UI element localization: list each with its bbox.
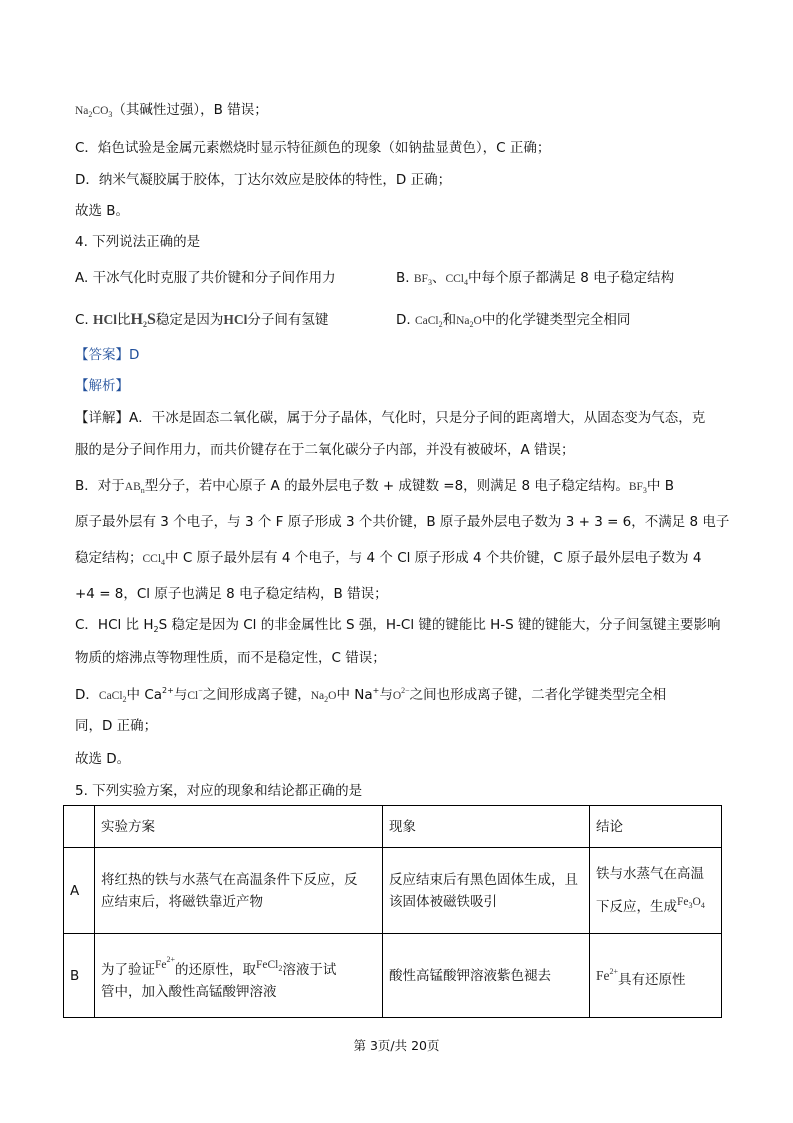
q4-option-d: D. CaCl$_2$和$Na_2O$中的化学键类型完全相同 [396, 312, 631, 329]
table-row [64, 934, 722, 1018]
exp-line-7: C．HCl 比 $H_2S$ 稳定是因为 Cl 的非金属性比 S 强，H-Cl 键的键能比 H-S 键的键能大，分子间氢键主要影响 [75, 617, 721, 634]
header-cell [64, 806, 95, 848]
plan-cell: 将红热的铁与水蒸气在高温条件下反应，反 应结束后，将磁铁靠近产物 [95, 848, 383, 934]
exp-line-6: +4 = 8，Cl 原子也满足 8 电子稳定结构，B 错误； [75, 586, 388, 602]
header-cell: 结论 [590, 806, 722, 848]
line-c: C．焰色试验是金属元素燃烧时显示特征颜色的现象（如钠盐显黄色），C 正确； [75, 140, 551, 156]
page-footer: 第 3页/共 20页 [353, 1038, 440, 1053]
q4-option-a: A. 干冰气化时克服了共价键和分子间作用力 [75, 270, 336, 286]
analysis-label: 【解析】 [75, 378, 129, 394]
exp-line-1: 【详解】A．干冰是固态二氧化碳，属于分子晶体，气化时，只是分子间的距离增大，从固态变为气态，克 [75, 410, 706, 426]
header-cell: 现象 [383, 806, 590, 848]
plan-cell: 为了验证$Fe^{2+}$的还原性，取FeCl$_2$溶液于试 管中，加入酸性高锰酸钾溶液 [95, 934, 383, 1018]
exp-line-4: 原子最外层有 3 个电子，与 3 个 F 原子形成 3 个共价键，B 原子最外层电子数为 3 + 3 = 6，不满足 8 电子 [75, 514, 730, 530]
exp-line-10: 同，D 正确； [75, 718, 158, 734]
q4-option-c: C. HCl比$H_2S$稳定是因为HCl分子间有氢键 [75, 311, 329, 329]
exp-line-8: 物质的熔沸点等物理性质，而不是稳定性，C 错误； [75, 650, 386, 666]
header-cell: 实验方案 [95, 806, 383, 848]
q4-option-b: B. $BF_3$、CCl$_4$中每个原子都满足 8 电子稳定结构 [396, 270, 675, 287]
formula-na2co3: $Na_2CO_3$ [75, 105, 113, 119]
row-label: A [64, 848, 95, 934]
answer-label: 【答案】D [75, 347, 140, 363]
q4-stem: 4. 下列说法正确的是 [75, 234, 201, 250]
exp-line-11: 故选 D。 [75, 751, 131, 767]
phenomenon-cell: 酸性高锰酸钾溶液紫色褪去 [383, 934, 590, 1018]
exp-line-3: B．对于$AB_n$型分子，若中心原子 A 的最外层电子数 + 成键数 =8，则满足 8 电子稳定结构。$BF_3$中 B [75, 478, 674, 495]
table-header-row [64, 806, 722, 848]
line-na2co3 [75, 100, 268, 125]
conclusion-cell: 铁与水蒸气在高温 下反应，生成$Fe_3O_4$ [590, 848, 722, 934]
table-row [64, 848, 722, 934]
exp-line-2: 服的是分子间作用力，而共价键存在于二氧化碳分子内部，并没有被破坏，A 错误； [75, 442, 575, 458]
q5-stem: 5. 下列实验方案，对应的现象和结论都正确的是 [75, 783, 363, 799]
exp-line-9: D．CaCl$_2$中 $Ca^{2+}$与Cl−之间形成离子键，$Na_2O$中 Na+与$O^{2-}$之间也形成离子键，二者化学键类型完全相 [75, 686, 667, 704]
row-label: B [64, 934, 95, 1018]
exp-line-5: 稳定结构；CCl$_4$中 C 原子最外层有 4 个电子，与 4 个 Cl 原子形成 4 个共价键，C 原子最外层电子数为 4 [75, 550, 702, 567]
line-d: D．纳米气凝胶属于胶体，丁达尔效应是胶体的特性，D 正确； [75, 172, 452, 188]
line-choose-b: 故选 B。 [75, 203, 130, 219]
text: （其碱性过强），B 错误； [112, 102, 268, 118]
phenomenon-cell: 反应结束后有黑色固体生成，且 该固体被磁铁吸引 [383, 848, 590, 934]
experiment-table [63, 805, 722, 1018]
conclusion-cell: $Fe^{2+}$具有还原性 [590, 934, 722, 1018]
